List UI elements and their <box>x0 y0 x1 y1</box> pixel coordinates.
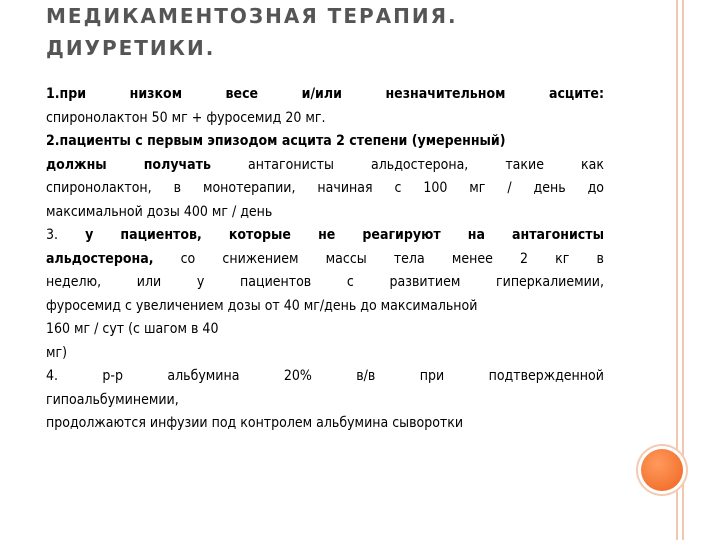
word: подтвержденной <box>488 368 604 384</box>
word: 20% <box>283 368 312 384</box>
word: с <box>394 180 402 196</box>
word: кг <box>555 250 570 267</box>
word: антагонисты <box>248 156 334 173</box>
word: неделю, <box>46 274 102 290</box>
item4-line2: гипоальбуминемии, <box>46 391 179 408</box>
word: асците: <box>548 86 604 102</box>
word: день <box>533 180 566 196</box>
word: спиронолактон, <box>46 180 152 196</box>
word: гиперкалиемии, <box>496 274 604 290</box>
word: до <box>587 180 604 196</box>
word: пациентов <box>240 274 312 290</box>
word: начиная <box>317 180 373 196</box>
item1-line1 <box>46 83 604 107</box>
word: альдостерона, <box>46 250 154 267</box>
item2-line2 <box>46 154 604 178</box>
word: мг <box>469 180 486 196</box>
title-line-2: ДИУРЕТИКИ. <box>46 36 216 60</box>
item3-line5: 160 мг / сут (с шагом в 40 <box>46 321 219 337</box>
word: р-р <box>102 368 123 384</box>
item3-line3 <box>46 271 604 295</box>
word: такие <box>505 156 544 173</box>
word: 3. <box>46 227 59 243</box>
word: тела <box>393 250 425 267</box>
word: монотерапии, <box>202 180 296 196</box>
word: весе <box>225 86 259 102</box>
word: должны <box>46 156 107 173</box>
word: снижением <box>222 250 299 267</box>
word: или <box>136 274 162 290</box>
item3-line2 <box>46 248 604 272</box>
word: не <box>318 227 336 243</box>
word: альбумина <box>167 368 240 384</box>
word: которые <box>228 227 291 243</box>
word: при <box>419 368 445 384</box>
item1-line2: спиронолактон 50 мг + фуросемид 20 мг. <box>46 109 326 126</box>
word: 4. <box>46 368 59 384</box>
word: в/в <box>356 368 376 384</box>
word: на <box>467 227 485 243</box>
word: альдостерона, <box>371 156 469 173</box>
word: реагируют <box>362 227 441 243</box>
word: незначительном <box>385 86 506 102</box>
title-line-1: МЕДИКАМЕНТОЗНАЯ ТЕРАПИЯ. <box>46 4 458 28</box>
item2-line4: максимальной дозы 400 мг / день <box>46 203 273 220</box>
word: у <box>85 227 94 243</box>
word: антагонисты <box>512 227 604 243</box>
item4-line3: продолжаются инфузии под контролем альбумина сыворотки <box>46 415 464 431</box>
word: со <box>180 250 196 267</box>
decorative-circle-icon <box>641 449 683 491</box>
word: массы <box>325 250 367 267</box>
item3-line4: фуросемид с увеличением дозы от 40 мг/день до максимальной <box>46 297 478 314</box>
item3-line6: мг) <box>46 344 68 361</box>
item2-line3 <box>46 177 604 201</box>
word: 1.при <box>46 86 87 102</box>
word: получать <box>143 156 211 173</box>
item3-line1 <box>46 224 604 248</box>
word: / <box>507 180 512 196</box>
body-text <box>46 83 604 436</box>
word: в <box>173 180 182 196</box>
word: и/или <box>301 86 342 102</box>
word: менее <box>451 250 493 267</box>
word: развитием <box>389 274 461 290</box>
word: низком <box>129 86 182 102</box>
word: 2 <box>519 250 528 267</box>
word: у <box>196 274 205 290</box>
word: в <box>596 250 604 267</box>
item4-line1 <box>46 365 604 389</box>
word: с <box>346 274 354 290</box>
page-title <box>46 0 646 64</box>
item2-line1: 2.пациенты с первым эпизодом асцита 2 степени (умеренный) <box>46 133 506 149</box>
word: 100 <box>423 180 448 196</box>
word: как <box>581 156 604 173</box>
word: пациентов, <box>120 227 202 243</box>
slide-border-outer <box>682 0 684 540</box>
